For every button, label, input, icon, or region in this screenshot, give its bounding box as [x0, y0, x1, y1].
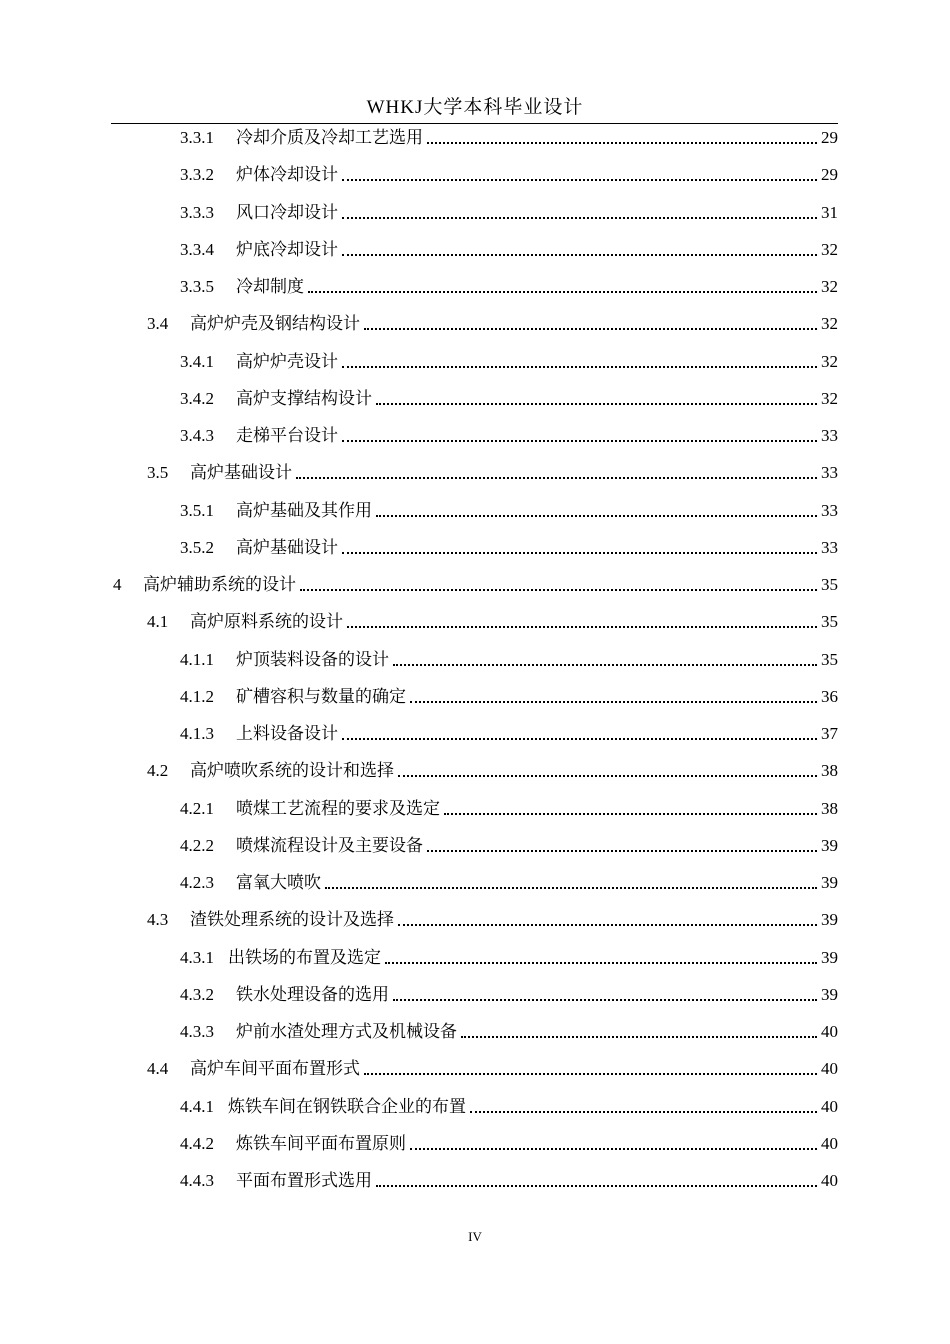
toc-entry-page: 37: [821, 724, 838, 743]
toc-entry-number: 3.4.3: [180, 426, 214, 445]
toc-entry[interactable]: [180, 947, 838, 969]
toc-entry-page: 40: [821, 1171, 838, 1190]
toc-entry-page: 35: [821, 649, 838, 669]
toc-entry-title: 高炉基础设计: [190, 463, 292, 483]
toc-dot-leader: [308, 291, 817, 293]
toc-dot-leader: [385, 962, 817, 964]
toc-dot-leader: [393, 999, 817, 1001]
toc-entry-page: 33: [821, 537, 838, 557]
toc-entry[interactable]: [180, 1096, 838, 1118]
toc-entry[interactable]: [180, 723, 838, 745]
toc-entry[interactable]: [180, 388, 838, 410]
toc-entry-number: 4.3: [147, 910, 169, 930]
toc-entry[interactable]: [147, 313, 838, 335]
toc-entry-title: 冷却介质及冷却工艺选用: [236, 128, 423, 147]
toc-entry-title: 高炉炉壳设计: [236, 351, 338, 371]
toc-dot-leader: [461, 1036, 817, 1038]
toc-entry[interactable]: [180, 1133, 838, 1155]
toc-entry-page: 33: [821, 426, 838, 445]
toc-entry-page: 39: [821, 835, 838, 855]
page-number: IV: [468, 1229, 482, 1244]
toc-entry[interactable]: [180, 500, 838, 522]
toc-entry[interactable]: [180, 984, 838, 1006]
toc-dot-leader: [342, 217, 817, 219]
toc-entry-title: 高炉支撑结构设计: [236, 388, 372, 408]
toc-entry-title: 风口冷却设计: [236, 202, 338, 222]
toc-entry[interactable]: [180, 686, 838, 708]
toc-entry-number: 3.4: [147, 314, 169, 334]
toc-entry-page: 40: [821, 1133, 838, 1153]
toc-entry-number: 4.2: [147, 761, 169, 781]
toc-dot-leader: [376, 1185, 817, 1187]
toc-entry[interactable]: [180, 1170, 838, 1192]
toc-entry-title: 渣铁处理系统的设计及选择: [190, 910, 394, 930]
toc-entry[interactable]: [180, 276, 838, 298]
toc-dot-leader: [376, 403, 817, 405]
page-header-title: WHKJ大学本科毕业设计: [366, 97, 584, 118]
toc-dot-leader: [410, 701, 817, 703]
toc-entry-number: 3.3.4: [180, 239, 214, 259]
toc-entry-number: 4: [113, 575, 122, 594]
toc-entry-title: 高炉车间平面布置形式: [190, 1059, 360, 1079]
toc-dot-leader: [342, 440, 817, 442]
toc-dot-leader: [393, 664, 817, 666]
toc-entry-title: 炉体冷却设计: [236, 165, 338, 185]
toc-entry-page: 40: [821, 1096, 838, 1116]
toc-entry-page: 40: [821, 1059, 838, 1079]
toc-entry[interactable]: [180, 835, 838, 857]
toc-entry[interactable]: [180, 164, 838, 186]
toc-entry-page: 33: [821, 500, 838, 520]
toc-entry[interactable]: [180, 127, 838, 149]
toc-entry-page: 38: [821, 798, 838, 818]
toc-entry-number: 3.4.1: [180, 351, 214, 371]
toc-entry-title: 喷煤流程设计及主要设备: [236, 835, 423, 855]
toc-dot-leader: [376, 515, 817, 517]
toc-entry-page: 32: [821, 277, 838, 296]
toc-entry[interactable]: [180, 1021, 838, 1043]
toc-entry-number: 4.1.1: [180, 649, 214, 669]
toc-entry-page: 39: [821, 910, 838, 930]
toc-dot-leader: [364, 328, 817, 330]
toc-entry-page: 39: [821, 984, 838, 1004]
toc-entry-title: 炼铁车间在钢铁联合企业的布置: [228, 1096, 466, 1116]
toc-entry-number: 4.2.2: [180, 835, 214, 855]
toc-entry-title: 富氧大喷吹: [236, 873, 321, 892]
toc-entry[interactable]: [180, 798, 838, 820]
toc-entry-number: 4.2.1: [180, 798, 214, 818]
toc-entry-title: 炼铁车间平面布置原则: [236, 1133, 406, 1153]
toc-entry-page: 29: [821, 128, 838, 147]
toc-entry[interactable]: [180, 425, 838, 447]
toc-entry-title: 炉顶装料设备的设计: [236, 649, 389, 669]
toc-dot-leader: [342, 179, 817, 181]
toc-dot-leader: [342, 552, 817, 554]
toc-entry-number: 3.3.5: [180, 277, 214, 296]
toc-entry-number: 4.4.3: [180, 1171, 214, 1190]
toc-entry[interactable]: [180, 239, 838, 261]
toc-entry-number: 3.3.2: [180, 165, 214, 185]
toc-entry[interactable]: [147, 1058, 838, 1080]
toc-entry[interactable]: [113, 574, 838, 596]
toc-dot-leader: [342, 366, 817, 368]
toc-dot-leader: [300, 589, 817, 591]
toc-dot-leader: [444, 813, 817, 815]
toc-dot-leader: [398, 775, 817, 777]
toc-entry-title: 平面布置形式选用: [236, 1171, 372, 1190]
toc-entry-page: 31: [821, 202, 838, 222]
toc-dot-leader: [427, 850, 817, 852]
toc-entry[interactable]: [180, 202, 838, 224]
toc-dot-leader: [410, 1148, 817, 1150]
toc-entry-page: 35: [821, 612, 838, 632]
toc-entry[interactable]: [147, 462, 838, 484]
toc-entry-number: 4.2.3: [180, 873, 214, 892]
toc-entry[interactable]: [180, 872, 838, 894]
toc-entry-title: 上料设备设计: [236, 724, 338, 743]
toc-entry-page: 33: [821, 463, 838, 483]
toc-entry-page: 35: [821, 575, 838, 594]
toc-entry-number: 3.4.2: [180, 388, 214, 408]
toc-entry[interactable]: [147, 611, 838, 633]
toc-dot-leader: [398, 924, 817, 926]
toc-entry-number: 3.5.2: [180, 537, 214, 557]
toc-dot-leader: [342, 738, 817, 740]
toc-entry-page: 40: [821, 1022, 838, 1041]
toc-entry-number: 4.1.3: [180, 724, 214, 743]
toc-entry-page: 39: [821, 873, 838, 892]
toc-entry-page: 32: [821, 314, 838, 334]
toc-entry-page: 39: [821, 947, 838, 967]
toc-entry-title: 高炉基础及其作用: [236, 500, 372, 520]
toc-entry[interactable]: [180, 649, 838, 671]
toc-entry[interactable]: [180, 537, 838, 559]
toc-entry-page: 32: [821, 351, 838, 371]
toc-entry-page: 32: [821, 239, 838, 259]
toc-entry-page: 29: [821, 165, 838, 185]
toc-entry-title: 矿槽容积与数量的确定: [236, 686, 406, 706]
toc-entry-number: 4.3.3: [180, 1022, 214, 1041]
toc-entry-number: 4.4: [147, 1059, 169, 1079]
toc-entry-title: 高炉原料系统的设计: [190, 612, 343, 632]
toc-dot-leader: [470, 1111, 817, 1113]
toc-entry-title: 炉底冷却设计: [236, 239, 338, 259]
toc-entry-number: 4.4.1: [180, 1096, 214, 1116]
toc-entry-number: 4.3.2: [180, 984, 214, 1004]
toc-entry-title: 高炉喷吹系统的设计和选择: [190, 761, 394, 781]
toc-entry-number: 3.3.1: [180, 128, 214, 147]
toc-entry-title: 出铁场的布置及选定: [228, 947, 381, 967]
toc-entry-page: 36: [821, 686, 838, 706]
toc-entry-title: 喷煤工艺流程的要求及选定: [236, 798, 440, 818]
toc-entry-number: 4.1.2: [180, 686, 214, 706]
toc-entry-title: 炉前水渣处理方式及机械设备: [236, 1022, 457, 1041]
toc-entry-number: 3.5.1: [180, 500, 214, 520]
toc-entry-title: 高炉辅助系统的设计: [143, 575, 296, 594]
toc-entry-title: 走梯平台设计: [236, 426, 338, 445]
toc-entry-title: 高炉基础设计: [236, 537, 338, 557]
header-rule: [111, 123, 838, 124]
toc-dot-leader: [342, 254, 817, 256]
toc-entry-title: 铁水处理设备的选用: [236, 984, 389, 1004]
toc-entry-title: 冷却制度: [236, 277, 304, 296]
toc-dot-leader: [296, 477, 817, 479]
toc-entry-page: 32: [821, 388, 838, 408]
toc-entry[interactable]: [147, 760, 838, 782]
toc-entry-number: 4.1: [147, 612, 169, 632]
toc-entry[interactable]: [180, 351, 838, 373]
toc-entry-number: 4.3.1: [180, 947, 214, 967]
toc-dot-leader: [347, 626, 817, 628]
toc-entry[interactable]: [147, 909, 838, 931]
toc-entry-title: 高炉炉壳及钢结构设计: [190, 314, 360, 334]
toc-entry-number: 3.3.3: [180, 202, 214, 222]
toc-entry-number: 4.4.2: [180, 1133, 214, 1153]
toc-dot-leader: [325, 887, 817, 889]
toc-dot-leader: [427, 142, 817, 144]
toc-entry-page: 38: [821, 761, 838, 781]
toc-entry-number: 3.5: [147, 463, 169, 483]
toc-dot-leader: [364, 1073, 817, 1075]
